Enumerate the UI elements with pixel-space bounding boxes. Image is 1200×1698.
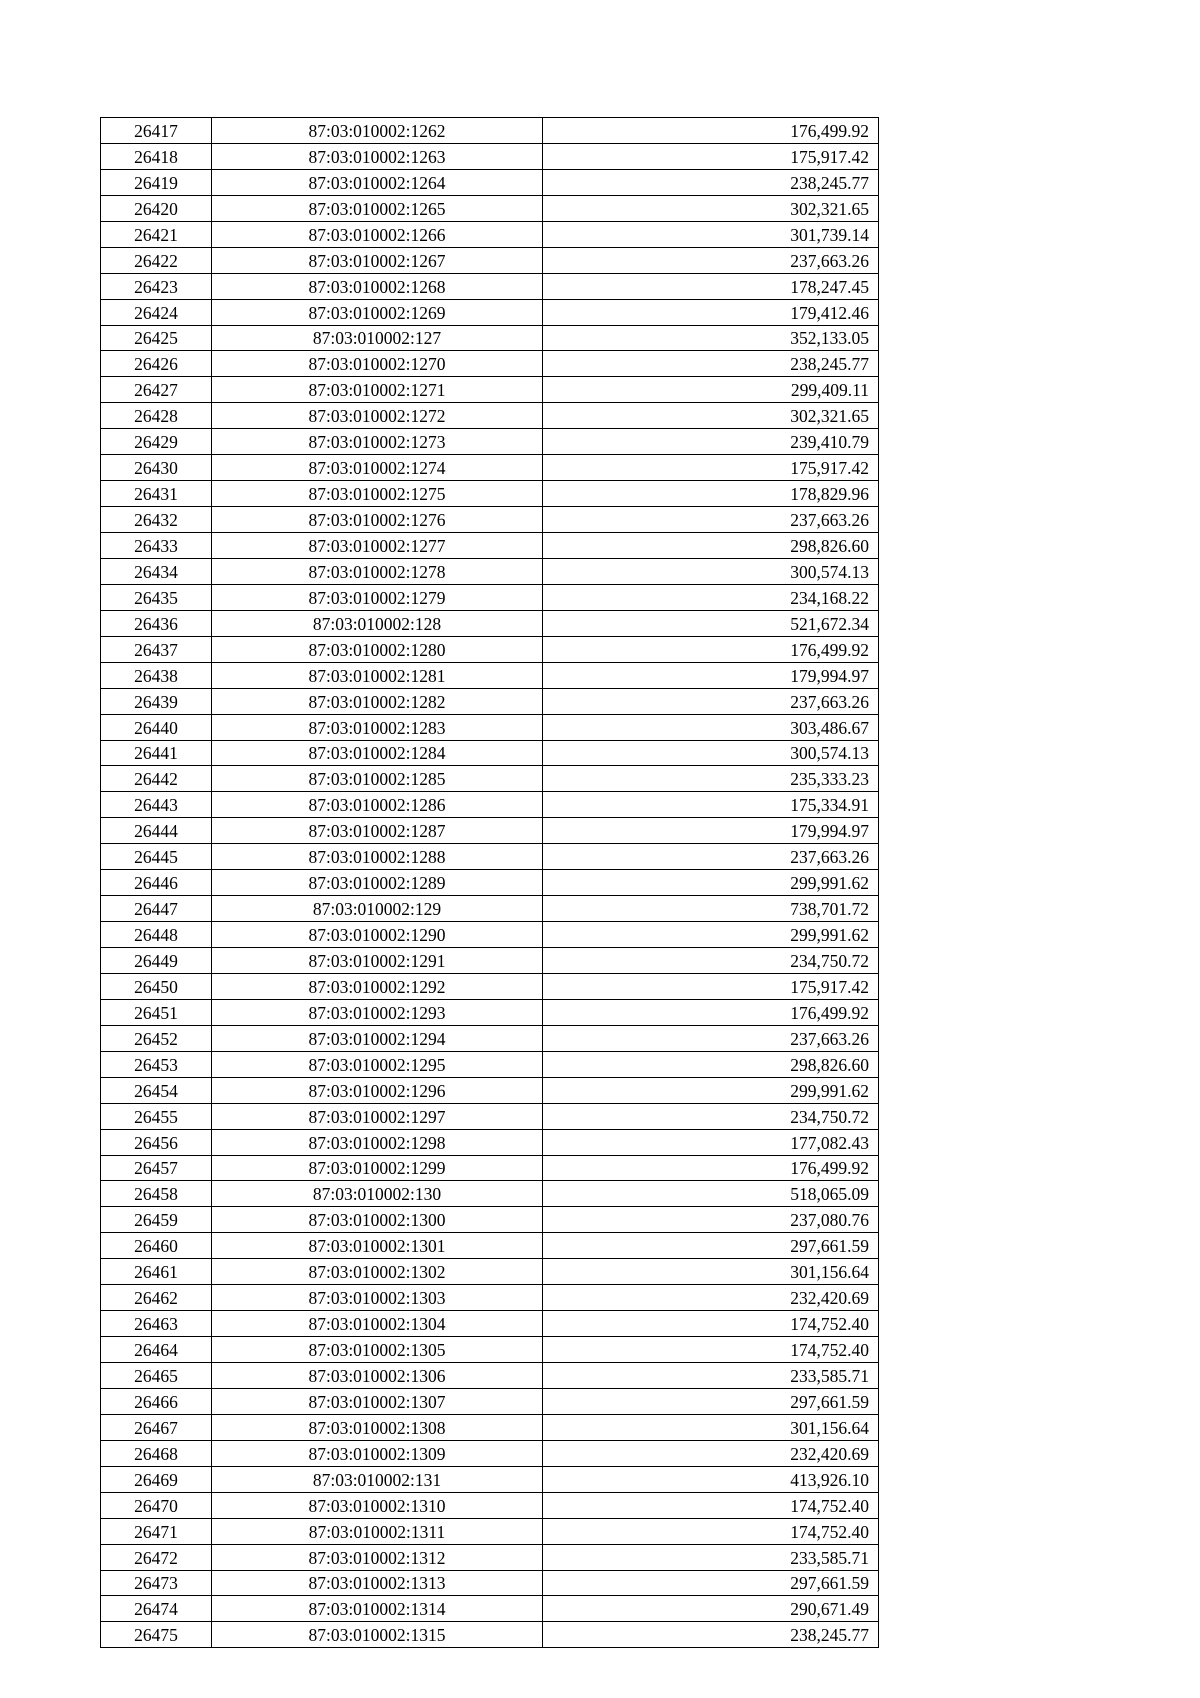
value-cell: 301,156.64: [543, 1414, 879, 1440]
cadastral-number-cell: 87:03:010002:127: [212, 325, 543, 351]
row-number-cell: 26449: [101, 948, 212, 974]
table-row: [101, 1233, 879, 1259]
value-cell: 299,991.62: [543, 870, 879, 896]
row-number-cell: 26440: [101, 714, 212, 740]
table-row: [101, 481, 879, 507]
value-cell: 178,247.45: [543, 273, 879, 299]
cadastral-number-cell: 87:03:010002:1266: [212, 221, 543, 247]
table-row: [101, 1570, 879, 1596]
value-cell: 237,080.76: [543, 1207, 879, 1233]
row-number-cell: 26431: [101, 481, 212, 507]
value-cell: 176,499.92: [543, 636, 879, 662]
row-number-cell: 26454: [101, 1077, 212, 1103]
row-number-cell: 26444: [101, 818, 212, 844]
row-number-cell: 26430: [101, 455, 212, 481]
table-row: [101, 740, 879, 766]
value-cell: 302,321.65: [543, 195, 879, 221]
table-row: [101, 1259, 879, 1285]
table-row: [101, 1622, 879, 1648]
cadastral-number-cell: 87:03:010002:1303: [212, 1285, 543, 1311]
row-number-cell: 26459: [101, 1207, 212, 1233]
value-cell: 175,917.42: [543, 973, 879, 999]
value-cell: 179,994.97: [543, 662, 879, 688]
table-row: [101, 169, 879, 195]
value-cell: 175,334.91: [543, 792, 879, 818]
row-number-cell: 26423: [101, 273, 212, 299]
table-row: [101, 143, 879, 169]
value-cell: 175,917.42: [543, 455, 879, 481]
value-cell: 303,486.67: [543, 714, 879, 740]
row-number-cell: 26458: [101, 1181, 212, 1207]
cadastral-number-cell: 87:03:010002:1298: [212, 1129, 543, 1155]
cadastral-number-cell: 87:03:010002:1283: [212, 714, 543, 740]
value-cell: 297,661.59: [543, 1388, 879, 1414]
cadastral-number-cell: 87:03:010002:1311: [212, 1518, 543, 1544]
table-row: [101, 351, 879, 377]
table-row: [101, 922, 879, 948]
cadastral-number-cell: 87:03:010002:1308: [212, 1414, 543, 1440]
cadastral-number-cell: 87:03:010002:1295: [212, 1051, 543, 1077]
table-row: [101, 1285, 879, 1311]
value-cell: 238,245.77: [543, 169, 879, 195]
cadastral-number-cell: 87:03:010002:1294: [212, 1025, 543, 1051]
table-row: [101, 377, 879, 403]
value-cell: 234,750.72: [543, 948, 879, 974]
table-row: [101, 455, 879, 481]
row-number-cell: 26433: [101, 533, 212, 559]
row-number-cell: 26426: [101, 351, 212, 377]
row-number-cell: 26460: [101, 1233, 212, 1259]
cadastral-number-cell: 87:03:010002:1300: [212, 1207, 543, 1233]
register-table: [100, 117, 879, 1648]
row-number-cell: 26422: [101, 247, 212, 273]
table-row: [101, 1155, 879, 1181]
value-cell: 238,245.77: [543, 351, 879, 377]
row-number-cell: 26435: [101, 584, 212, 610]
table-row: [101, 844, 879, 870]
row-number-cell: 26466: [101, 1388, 212, 1414]
value-cell: 174,752.40: [543, 1492, 879, 1518]
value-cell: 298,826.60: [543, 533, 879, 559]
table-row: [101, 1051, 879, 1077]
table-row: [101, 299, 879, 325]
row-number-cell: 26443: [101, 792, 212, 818]
cadastral-number-cell: 87:03:010002:1293: [212, 999, 543, 1025]
row-number-cell: 26448: [101, 922, 212, 948]
value-cell: 176,499.92: [543, 118, 879, 144]
cadastral-number-cell: 87:03:010002:1275: [212, 481, 543, 507]
row-number-cell: 26437: [101, 636, 212, 662]
value-cell: 297,661.59: [543, 1233, 879, 1259]
cadastral-number-cell: 87:03:010002:128: [212, 610, 543, 636]
cadastral-number-cell: 87:03:010002:1265: [212, 195, 543, 221]
cadastral-number-cell: 87:03:010002:1279: [212, 584, 543, 610]
cadastral-number-cell: 87:03:010002:1315: [212, 1622, 543, 1648]
value-cell: 175,917.42: [543, 143, 879, 169]
value-cell: 232,420.69: [543, 1285, 879, 1311]
cadastral-number-cell: 87:03:010002:1267: [212, 247, 543, 273]
value-cell: 301,739.14: [543, 221, 879, 247]
table-row: [101, 1518, 879, 1544]
table-row: [101, 714, 879, 740]
cadastral-number-cell: 87:03:010002:1262: [212, 118, 543, 144]
row-number-cell: 26471: [101, 1518, 212, 1544]
value-cell: 178,829.96: [543, 481, 879, 507]
value-cell: 233,585.71: [543, 1363, 879, 1389]
cadastral-number-cell: 87:03:010002:1313: [212, 1570, 543, 1596]
value-cell: 237,663.26: [543, 1025, 879, 1051]
row-number-cell: 26446: [101, 870, 212, 896]
row-number-cell: 26451: [101, 999, 212, 1025]
row-number-cell: 26438: [101, 662, 212, 688]
cadastral-number-cell: 87:03:010002:1301: [212, 1233, 543, 1259]
table-row: [101, 221, 879, 247]
row-number-cell: 26421: [101, 221, 212, 247]
table-row: [101, 273, 879, 299]
table-row: [101, 662, 879, 688]
table-row: [101, 870, 879, 896]
table-row: [101, 896, 879, 922]
value-cell: 299,991.62: [543, 1077, 879, 1103]
row-number-cell: 26456: [101, 1129, 212, 1155]
row-number-cell: 26468: [101, 1440, 212, 1466]
row-number-cell: 26450: [101, 973, 212, 999]
row-number-cell: 26428: [101, 403, 212, 429]
cadastral-number-cell: 87:03:010002:131: [212, 1466, 543, 1492]
cadastral-number-cell: 87:03:010002:1305: [212, 1337, 543, 1363]
value-cell: 297,661.59: [543, 1570, 879, 1596]
value-cell: 238,245.77: [543, 1622, 879, 1648]
row-number-cell: 26470: [101, 1492, 212, 1518]
value-cell: 301,156.64: [543, 1259, 879, 1285]
table-row: [101, 1207, 879, 1233]
table-row: [101, 1414, 879, 1440]
cadastral-number-cell: 87:03:010002:1306: [212, 1363, 543, 1389]
cadastral-number-cell: 87:03:010002:130: [212, 1181, 543, 1207]
row-number-cell: 26432: [101, 507, 212, 533]
row-number-cell: 26474: [101, 1596, 212, 1622]
row-number-cell: 26441: [101, 740, 212, 766]
cadastral-number-cell: 87:03:010002:1280: [212, 636, 543, 662]
value-cell: 177,082.43: [543, 1129, 879, 1155]
row-number-cell: 26424: [101, 299, 212, 325]
cadastral-number-cell: 87:03:010002:1314: [212, 1596, 543, 1622]
value-cell: 239,410.79: [543, 429, 879, 455]
cadastral-number-cell: 87:03:010002:1276: [212, 507, 543, 533]
cadastral-number-cell: 87:03:010002:1272: [212, 403, 543, 429]
table-row: [101, 1544, 879, 1570]
value-cell: 233,585.71: [543, 1544, 879, 1570]
value-cell: 299,991.62: [543, 922, 879, 948]
value-cell: 290,671.49: [543, 1596, 879, 1622]
value-cell: 352,133.05: [543, 325, 879, 351]
cadastral-number-cell: 87:03:010002:129: [212, 896, 543, 922]
value-cell: 518,065.09: [543, 1181, 879, 1207]
row-number-cell: 26453: [101, 1051, 212, 1077]
row-number-cell: 26436: [101, 610, 212, 636]
cadastral-number-cell: 87:03:010002:1274: [212, 455, 543, 481]
cadastral-number-cell: 87:03:010002:1292: [212, 973, 543, 999]
row-number-cell: 26463: [101, 1311, 212, 1337]
cadastral-number-cell: 87:03:010002:1312: [212, 1544, 543, 1570]
cadastral-number-cell: 87:03:010002:1263: [212, 143, 543, 169]
cadastral-number-cell: 87:03:010002:1310: [212, 1492, 543, 1518]
cadastral-number-cell: 87:03:010002:1278: [212, 558, 543, 584]
row-number-cell: 26469: [101, 1466, 212, 1492]
table-row: [101, 1440, 879, 1466]
table-row: [101, 766, 879, 792]
table-row: [101, 1311, 879, 1337]
row-number-cell: 26417: [101, 118, 212, 144]
cadastral-number-cell: 87:03:010002:1268: [212, 273, 543, 299]
cadastral-number-cell: 87:03:010002:1290: [212, 922, 543, 948]
table-row: [101, 1129, 879, 1155]
table-row: [101, 818, 879, 844]
cadastral-number-cell: 87:03:010002:1282: [212, 688, 543, 714]
table-row: [101, 429, 879, 455]
value-cell: 232,420.69: [543, 1440, 879, 1466]
value-cell: 300,574.13: [543, 558, 879, 584]
cadastral-number-cell: 87:03:010002:1304: [212, 1311, 543, 1337]
cadastral-number-cell: 87:03:010002:1302: [212, 1259, 543, 1285]
cadastral-number-cell: 87:03:010002:1271: [212, 377, 543, 403]
value-cell: 300,574.13: [543, 740, 879, 766]
table-row: [101, 1103, 879, 1129]
table-row: [101, 1181, 879, 1207]
cadastral-number-cell: 87:03:010002:1297: [212, 1103, 543, 1129]
table-row: [101, 1025, 879, 1051]
row-number-cell: 26425: [101, 325, 212, 351]
cadastral-number-cell: 87:03:010002:1284: [212, 740, 543, 766]
cadastral-number-cell: 87:03:010002:1273: [212, 429, 543, 455]
value-cell: 179,412.46: [543, 299, 879, 325]
table-row: [101, 1492, 879, 1518]
table-row: [101, 1596, 879, 1622]
row-number-cell: 26447: [101, 896, 212, 922]
table-row: [101, 1077, 879, 1103]
value-cell: 174,752.40: [543, 1518, 879, 1544]
cadastral-number-cell: 87:03:010002:1309: [212, 1440, 543, 1466]
cadastral-number-cell: 87:03:010002:1277: [212, 533, 543, 559]
value-cell: 237,663.26: [543, 507, 879, 533]
table-row: [101, 973, 879, 999]
value-cell: 413,926.10: [543, 1466, 879, 1492]
value-cell: 237,663.26: [543, 844, 879, 870]
value-cell: 299,409.11: [543, 377, 879, 403]
cadastral-number-cell: 87:03:010002:1307: [212, 1388, 543, 1414]
cadastral-number-cell: 87:03:010002:1299: [212, 1155, 543, 1181]
row-number-cell: 26475: [101, 1622, 212, 1648]
table-row: [101, 533, 879, 559]
row-number-cell: 26429: [101, 429, 212, 455]
table-row: [101, 403, 879, 429]
row-number-cell: 26419: [101, 169, 212, 195]
table-row: [101, 688, 879, 714]
cadastral-number-cell: 87:03:010002:1291: [212, 948, 543, 974]
value-cell: 176,499.92: [543, 1155, 879, 1181]
table-row: [101, 325, 879, 351]
table-row: [101, 1337, 879, 1363]
value-cell: 176,499.92: [543, 999, 879, 1025]
row-number-cell: 26442: [101, 766, 212, 792]
table-row: [101, 1388, 879, 1414]
row-number-cell: 26465: [101, 1363, 212, 1389]
table-row: [101, 507, 879, 533]
table-row: [101, 195, 879, 221]
table-row: [101, 948, 879, 974]
row-number-cell: 26445: [101, 844, 212, 870]
value-cell: 237,663.26: [543, 688, 879, 714]
table-row: [101, 610, 879, 636]
cadastral-number-cell: 87:03:010002:1296: [212, 1077, 543, 1103]
cadastral-number-cell: 87:03:010002:1285: [212, 766, 543, 792]
row-number-cell: 26461: [101, 1259, 212, 1285]
row-number-cell: 26457: [101, 1155, 212, 1181]
value-cell: 235,333.23: [543, 766, 879, 792]
row-number-cell: 26462: [101, 1285, 212, 1311]
table-row: [101, 584, 879, 610]
cadastral-number-cell: 87:03:010002:1286: [212, 792, 543, 818]
cadastral-number-cell: 87:03:010002:1264: [212, 169, 543, 195]
table-row: [101, 1363, 879, 1389]
value-cell: 234,750.72: [543, 1103, 879, 1129]
value-cell: 521,672.34: [543, 610, 879, 636]
table-row: [101, 247, 879, 273]
cadastral-number-cell: 87:03:010002:1281: [212, 662, 543, 688]
cadastral-number-cell: 87:03:010002:1269: [212, 299, 543, 325]
table-row: [101, 792, 879, 818]
row-number-cell: 26472: [101, 1544, 212, 1570]
row-number-cell: 26455: [101, 1103, 212, 1129]
cadastral-number-cell: 87:03:010002:1270: [212, 351, 543, 377]
cadastral-number-cell: 87:03:010002:1289: [212, 870, 543, 896]
value-cell: 234,168.22: [543, 584, 879, 610]
value-cell: 174,752.40: [543, 1311, 879, 1337]
value-cell: 179,994.97: [543, 818, 879, 844]
table-row: [101, 999, 879, 1025]
row-number-cell: 26427: [101, 377, 212, 403]
cadastral-number-cell: 87:03:010002:1288: [212, 844, 543, 870]
value-cell: 298,826.60: [543, 1051, 879, 1077]
row-number-cell: 26439: [101, 688, 212, 714]
row-number-cell: 26418: [101, 143, 212, 169]
row-number-cell: 26452: [101, 1025, 212, 1051]
row-number-cell: 26467: [101, 1414, 212, 1440]
row-number-cell: 26420: [101, 195, 212, 221]
table-row: [101, 1466, 879, 1492]
value-cell: 174,752.40: [543, 1337, 879, 1363]
cadastral-number-cell: 87:03:010002:1287: [212, 818, 543, 844]
table-row: [101, 636, 879, 662]
value-cell: 237,663.26: [543, 247, 879, 273]
row-number-cell: 26434: [101, 558, 212, 584]
register-table-body: [101, 118, 879, 1648]
value-cell: 738,701.72: [543, 896, 879, 922]
table-row: [101, 118, 879, 144]
value-cell: 302,321.65: [543, 403, 879, 429]
row-number-cell: 26464: [101, 1337, 212, 1363]
table-row: [101, 558, 879, 584]
row-number-cell: 26473: [101, 1570, 212, 1596]
